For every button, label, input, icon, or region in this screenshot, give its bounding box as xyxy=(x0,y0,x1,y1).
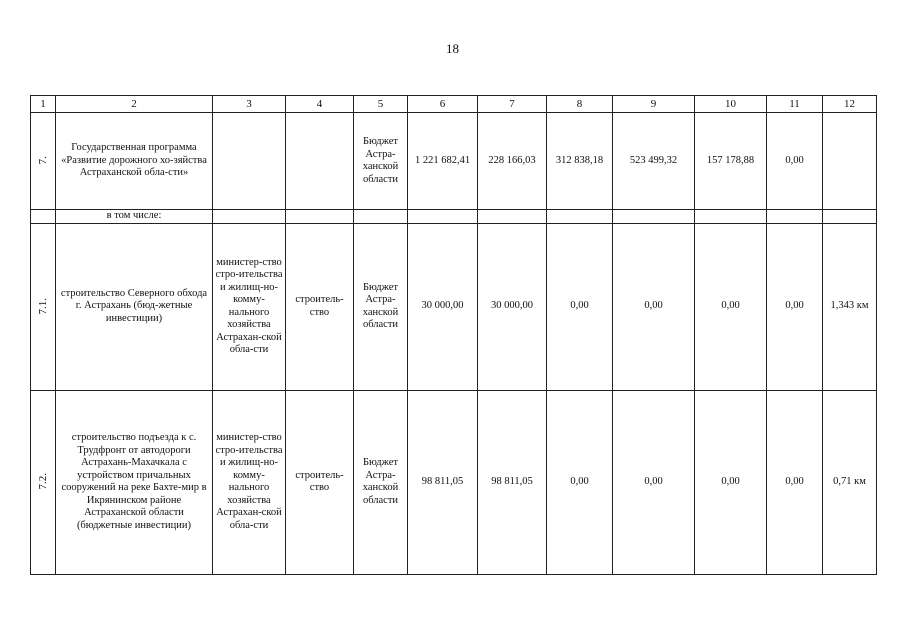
column-header: 5 xyxy=(354,96,408,113)
item-name: строительство Северного обхода г. Астрахань (бюд-жетные инвестиции) xyxy=(56,223,213,390)
org-cell: министер-ство стро-ительства и жилищ-но-комму-нального хозяйства Астрахан-ской обла-сти xyxy=(213,223,286,390)
row-number: 7.1. xyxy=(36,297,49,315)
value-cell: 523 499,32 xyxy=(613,113,695,210)
item-name: строительство подъезда к с. Трудфронт от автодороги Астрахань-Махачкала с устройством причальных сооружений на реке Бахте-мир в Икрянинском районе Астраханской области (бюджетные инвестиции) xyxy=(56,390,213,574)
result-cell: 1,343 км xyxy=(823,223,877,390)
subtitle-cell: в том числе: xyxy=(56,210,213,224)
value-cell: 0,00 xyxy=(613,223,695,390)
budget-table xyxy=(30,95,877,575)
header-row xyxy=(31,96,877,113)
column-header: 6 xyxy=(408,96,478,113)
result-cell xyxy=(823,113,877,210)
program-name: Государственная программа «Развитие дорожного хо-зяйства Астраханской обла-сти» xyxy=(56,113,213,210)
value-cell: 30 000,00 xyxy=(478,223,547,390)
empty-cell xyxy=(354,210,408,224)
table-row-item xyxy=(31,223,877,390)
column-header: 3 xyxy=(213,96,286,113)
source-cell: Бюджет Астра-ханской области xyxy=(354,390,408,574)
column-header: 7 xyxy=(478,96,547,113)
value-cell: 98 811,05 xyxy=(408,390,478,574)
value-cell: 228 166,03 xyxy=(478,113,547,210)
value-cell: 312 838,18 xyxy=(547,113,613,210)
row-number-cell xyxy=(31,390,56,574)
value-cell: 157 178,88 xyxy=(695,113,767,210)
empty-cell xyxy=(547,210,613,224)
table-row-item xyxy=(31,390,877,574)
value-cell: 0,00 xyxy=(767,390,823,574)
value-cell: 0,00 xyxy=(695,390,767,574)
column-header: 12 xyxy=(823,96,877,113)
value-cell: 98 811,05 xyxy=(478,390,547,574)
row-number-cell xyxy=(31,113,56,210)
org-cell: министер-ство стро-ительства и жилищ-но-комму-нального хозяйства Астрахан-ской обла-сти xyxy=(213,390,286,574)
column-header: 11 xyxy=(767,96,823,113)
empty-cell xyxy=(213,210,286,224)
page-number: 18 xyxy=(446,41,459,56)
column-header: 1 xyxy=(31,96,56,113)
value-cell: 0,00 xyxy=(767,113,823,210)
row-number: 7.2. xyxy=(36,473,49,490)
empty-cell xyxy=(408,210,478,224)
type-cell: строитель-ство xyxy=(286,223,354,390)
result-cell: 0,71 км xyxy=(823,390,877,574)
empty-cell xyxy=(823,210,877,224)
value-cell: 0,00 xyxy=(767,223,823,390)
column-header: 4 xyxy=(286,96,354,113)
empty-cell xyxy=(478,210,547,224)
value-cell: 30 000,00 xyxy=(408,223,478,390)
table-row-program xyxy=(31,113,877,210)
source-cell: Бюджет Астра-ханской области xyxy=(354,223,408,390)
value-cell: 0,00 xyxy=(695,223,767,390)
empty-cell xyxy=(695,210,767,224)
column-header: 2 xyxy=(56,96,213,113)
type-cell: строитель-ство xyxy=(286,390,354,574)
empty-cell xyxy=(31,210,56,224)
source-cell: Бюджет Астра-ханской области xyxy=(354,113,408,210)
type-cell xyxy=(286,113,354,210)
empty-cell xyxy=(767,210,823,224)
value-cell: 1 221 682,41 xyxy=(408,113,478,210)
row-number: 7. xyxy=(36,156,49,165)
column-header: 10 xyxy=(695,96,767,113)
empty-cell xyxy=(286,210,354,224)
org-cell xyxy=(213,113,286,210)
row-number-cell xyxy=(31,223,56,390)
column-header: 8 xyxy=(547,96,613,113)
value-cell: 0,00 xyxy=(547,390,613,574)
empty-cell xyxy=(613,210,695,224)
value-cell: 0,00 xyxy=(547,223,613,390)
column-header: 9 xyxy=(613,96,695,113)
table-row-subtitle xyxy=(31,210,877,224)
value-cell: 0,00 xyxy=(613,390,695,574)
